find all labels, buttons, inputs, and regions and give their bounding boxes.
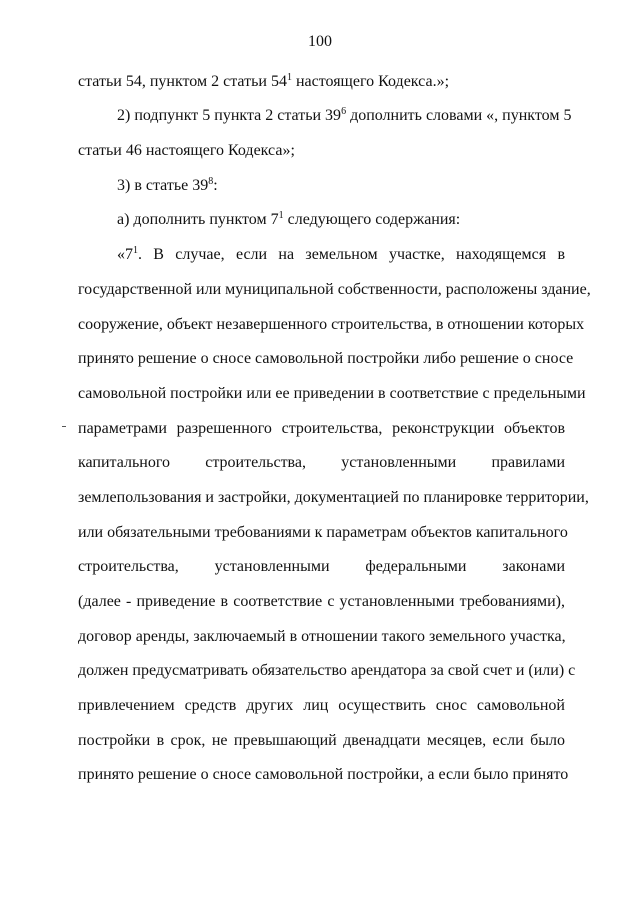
- text-line: или обязательными требованиями к параметрам объектов капитального: [78, 524, 568, 541]
- text-line: государственной или муниципальной собственности, расположены здание,: [78, 281, 591, 298]
- text-line: договор аренды, заключаемый в отношении такого земельного участка,: [78, 628, 566, 645]
- text-line: (далее - приведение в соответствие с установленными требованиями),: [78, 593, 565, 610]
- text-line: параметрами разрешенного строительства, реконструкции объектов: [78, 420, 565, 437]
- text-line: статьи 54, пунктом 2 статьи $54^1$ настоящего Кодекса.»;: [78, 72, 450, 90]
- text-line: капитального строительства, установленными правилами: [78, 454, 565, 471]
- text-line: привлечением средств других лиц осуществить снос самовольной: [78, 697, 565, 714]
- text-line: постройки в срок, не превышающий двенадцати месяцев, если было: [78, 732, 565, 749]
- text-line: а) дополнить пунктом $7^1$ следующего содержания:: [117, 210, 461, 228]
- text-line: землепользования и застройки, документацией по планировке территории,: [78, 489, 589, 506]
- text-line: принято решение о сносе самовольной постройки либо решение о сносе: [78, 350, 574, 367]
- text-line: самовольной постройки или ее приведении в соответствие с предельными: [78, 385, 586, 402]
- text-line: строительства, установленными федеральными законами: [78, 558, 565, 575]
- text-line: «$7^1$. В случае, если на земельном участке, находящемся в: [117, 245, 565, 263]
- text-line: 2) подпункт 5 пункта 2 статьи $39^6$ дополнить словами «, пунктом 5: [117, 106, 572, 124]
- text-line: принято решение о сносе самовольной постройки, а если было принято: [78, 766, 569, 783]
- text-line: 3) в статье $39^8$:: [117, 176, 218, 194]
- scan-margin-mark: [62, 426, 66, 427]
- text-line: сооружение, объект незавершенного строительства, в отношении которых: [78, 316, 585, 333]
- text-line: должен предусматривать обязательство арендатора за свой счет и (или) с: [78, 662, 576, 679]
- page-number: 100: [308, 33, 332, 50]
- text-line: статьи 46 настоящего Кодекса»;: [78, 142, 295, 159]
